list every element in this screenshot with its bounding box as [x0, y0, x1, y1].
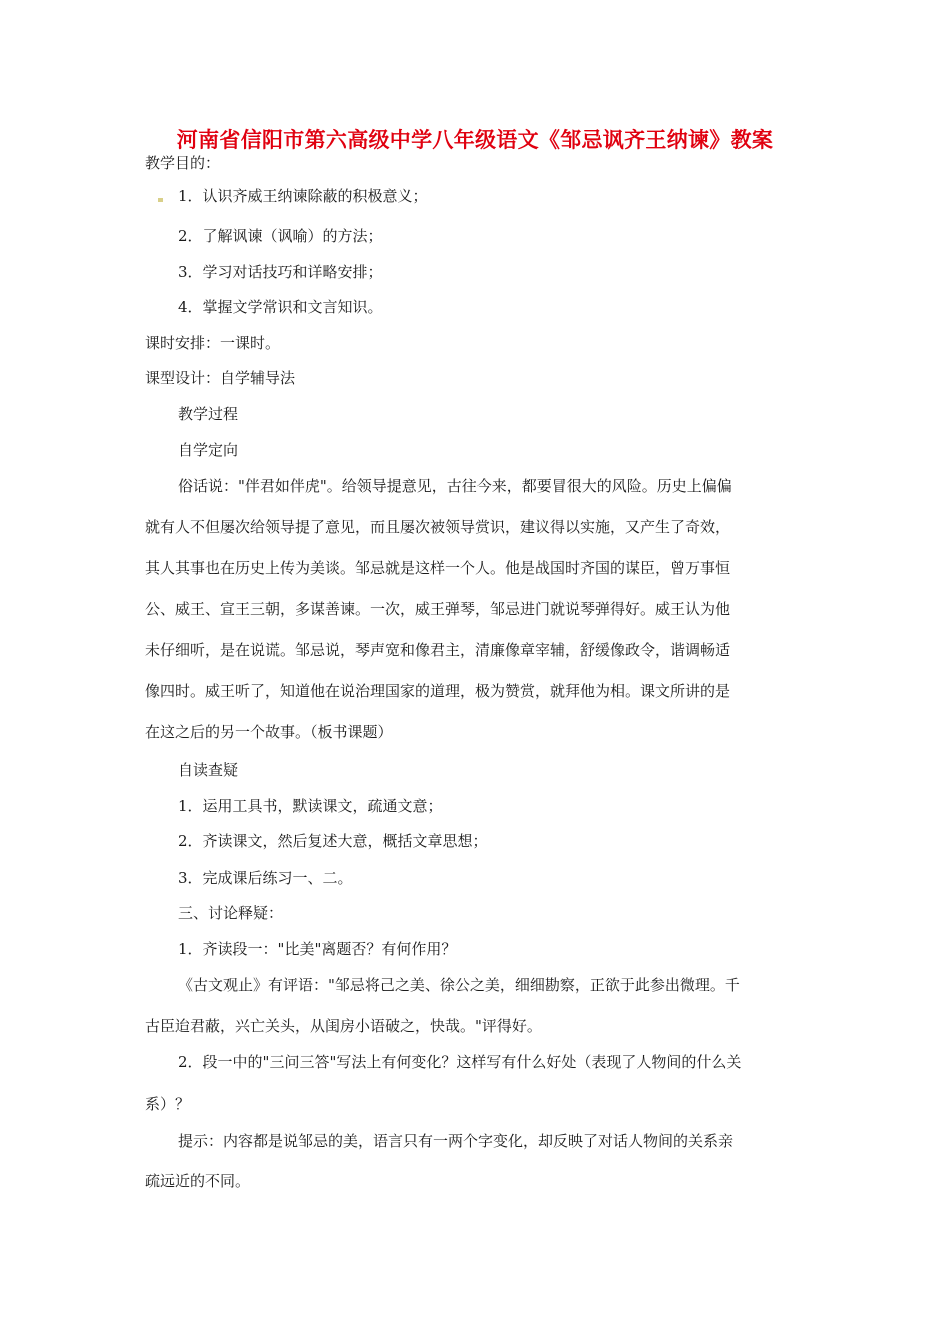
section-heading: 自读查疑	[178, 761, 239, 779]
list-item: 3．学习对话技巧和详略安排；	[178, 263, 383, 281]
list-item: 2．齐读课文，然后复述大意，概括文章思想；	[178, 832, 488, 850]
paragraph-line: 像四时。威王听了，知道他在说治理国家的道理，极为赞赏，就拜他为相。课文所讲的是	[145, 682, 731, 700]
section-label: 课时安排：一课时。	[145, 334, 281, 352]
paragraph-line: 公、威王、宣王三朝，多谋善谏。一次，威王弹琴，邹忌进门就说琴弹得好。威王认为他	[145, 600, 731, 618]
list-item: 1．运用工具书，默读课文，疏通文意；	[178, 797, 443, 815]
paragraph-line: 2．段一中的"三问三答"写法上有何变化？这样写有什么好处（表现了人物间的什么关	[178, 1053, 742, 1071]
paragraph-line: 俗话说："伴君如伴虎"。给领导提意见，古往今来，都要冒很大的风险。历史上偏偏	[178, 477, 732, 495]
paragraph-line: 系）？	[145, 1095, 191, 1113]
section-heading: 教学过程	[178, 405, 239, 423]
section-label: 教学目的：	[145, 154, 221, 172]
list-item: 1．认识齐威王纳谏除蔽的积极意义；	[178, 187, 428, 205]
section-heading: 自学定向	[178, 441, 239, 459]
paragraph-line: 提示：内容都是说邹忌的美，语言只有一两个字变化，却反映了对话人物间的关系亲	[178, 1132, 734, 1150]
paragraph-line: 《古文观止》有评语："邹忌将己之美、徐公之美，细细勘察，正欲于此参出微理。千	[178, 976, 740, 994]
document-title: 河南省信阳市第六高级中学八年级语文《邹忌讽齐王纳谏》教案	[176, 127, 774, 152]
paragraph-line: 疏远近的不同。	[145, 1172, 251, 1190]
paragraph-line: 其人其事也在历史上传为美谈。邹忌就是这样一个人。他是战国时齐国的谋臣，曾万事恒	[145, 559, 731, 577]
paragraph-line: 在这之后的另一个故事。（板书课题）	[145, 723, 393, 741]
section-heading: 三、讨论释疑：	[178, 904, 284, 922]
section-label: 课型设计：自学辅导法	[145, 369, 296, 387]
list-item: 4．掌握文学常识和文言知识。	[178, 298, 383, 316]
list-item: 2．了解讽谏（讽喻）的方法；	[178, 227, 383, 245]
paragraph-line: 未仔细听，是在说谎。邹忌说，琴声宽和像君主，清廉像章宰辅，舒缓像政令，谐调畅适	[145, 641, 731, 659]
list-item: 1．齐读段一："比美"离题否？有何作用？	[178, 940, 457, 958]
margin-mark	[158, 198, 163, 202]
paragraph-line: 古臣迨君蔽，兴亡关头，从闺房小语破之，快哉。"评得好。	[145, 1017, 542, 1035]
paragraph-line: 就有人不但屡次给领导提了意见，而且屡次被领导赏识，建议得以实施，又产生了奇效，	[145, 518, 731, 536]
list-item: 3．完成课后练习一、二。	[178, 869, 353, 887]
